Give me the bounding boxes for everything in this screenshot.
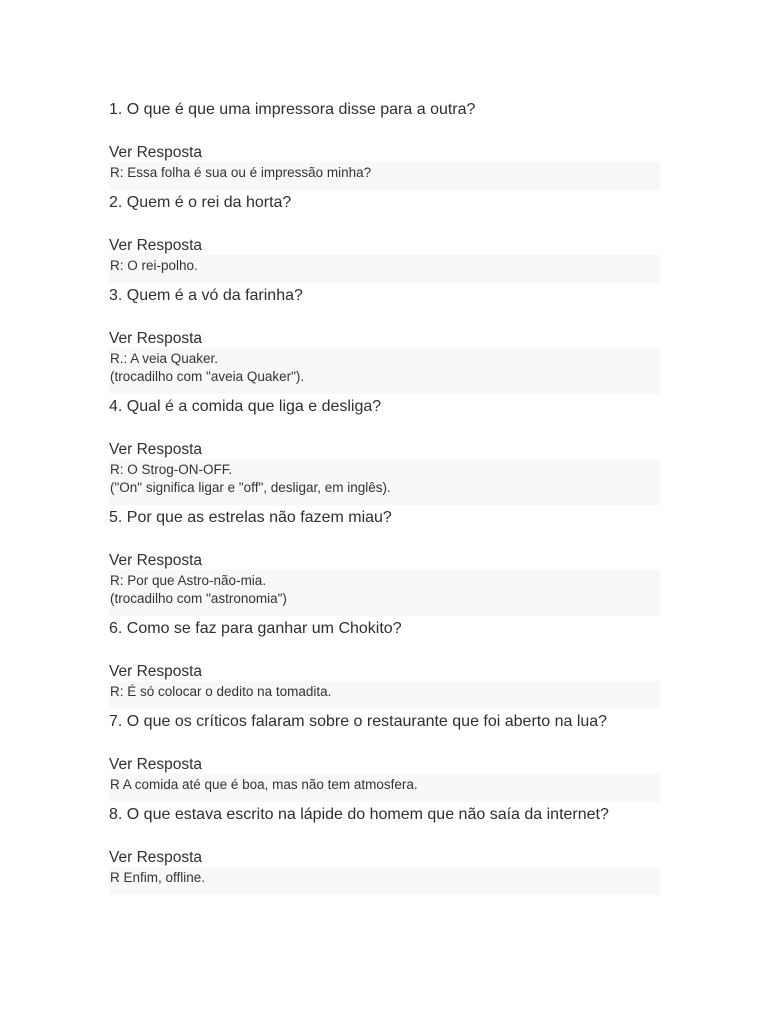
answer-line: R: Essa folha é sua ou é impressão minha?: [110, 165, 372, 180]
answer-box: [109, 255, 660, 283]
qa-item-5: [109, 508, 660, 616]
answer-box: [109, 162, 660, 190]
show-answer-button[interactable]: Ver Resposta: [109, 756, 203, 773]
question-text: 6. Como se faz para ganhar um Chokito?: [109, 620, 402, 637]
answer-box: [109, 867, 660, 895]
show-answer-button[interactable]: Ver Resposta: [109, 552, 203, 569]
question-text: 2. Quem é o rei da horta?: [109, 194, 292, 211]
answer-line: R: Por que Astro-não-mia.: [110, 573, 267, 588]
answer-box: [109, 348, 660, 394]
answer-box: [109, 459, 660, 505]
question-text: 1. O que é que uma impressora disse para a outra?: [109, 101, 476, 118]
answer-box: [109, 681, 660, 709]
answer-line: R A comida até que é boa, mas não tem atmosfera.: [110, 777, 418, 792]
answer-line: R.: A veia Quaker.: [110, 351, 219, 366]
qa-item-4: [109, 397, 660, 505]
qa-item-7: [109, 712, 660, 802]
show-answer-button[interactable]: Ver Resposta: [109, 663, 203, 680]
qa-item-8: [109, 805, 660, 895]
show-answer-button[interactable]: Ver Resposta: [109, 330, 203, 347]
joke-list: [109, 100, 660, 898]
answer-line: R Enfim, offline.: [110, 870, 206, 885]
question-text: 8. O que estava escrito na lápide do homem que não saía da internet?: [109, 806, 609, 823]
answer-box: [109, 774, 660, 802]
answer-line: (trocadilho com "astronomia"): [110, 591, 287, 606]
qa-item-3: [109, 286, 660, 394]
show-answer-button[interactable]: Ver Resposta: [109, 144, 203, 161]
answer-line: R: O rei-polho.: [110, 258, 198, 273]
qa-item-1: [109, 100, 660, 190]
show-answer-button[interactable]: Ver Resposta: [109, 849, 203, 866]
question-text: 3. Quem é a vó da farinha?: [109, 287, 303, 304]
answer-line: R: O Strog-ON-OFF.: [110, 462, 233, 477]
question-text: 4. Qual é a comida que liga e desliga?: [109, 398, 382, 415]
show-answer-button[interactable]: Ver Resposta: [109, 237, 203, 254]
question-text: 5. Por que as estrelas não fazem miau?: [109, 509, 392, 526]
qa-item-6: [109, 619, 660, 709]
answer-line: ("On" significa ligar e "off", desligar, em inglês).: [110, 480, 391, 495]
show-answer-button[interactable]: Ver Resposta: [109, 441, 203, 458]
qa-item-2: [109, 193, 660, 283]
answer-line: (trocadilho com "aveia Quaker").: [110, 369, 305, 384]
answer-box: [109, 570, 660, 616]
answer-line: R: É só colocar o dedito na tomadita.: [110, 684, 332, 699]
question-text: 7. O que os críticos falaram sobre o restaurante que foi aberto na lua?: [109, 713, 608, 730]
